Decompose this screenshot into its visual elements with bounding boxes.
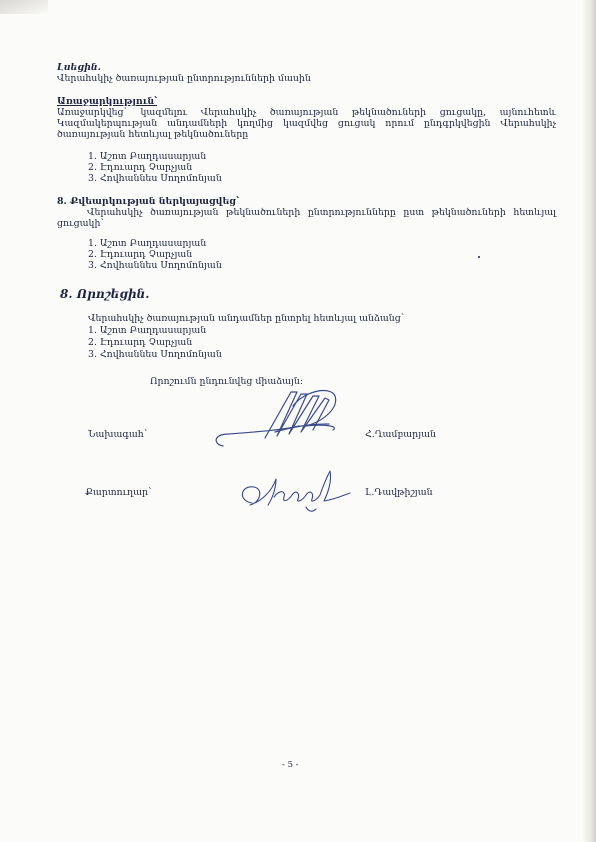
decision-item-3: 3. Հովհաննես Սողոմոնյան	[88, 349, 222, 360]
secretary-name: Լ.Դավթիշյան	[365, 487, 433, 498]
ink-speck	[478, 256, 480, 258]
proposal-text: Առաջարկվեց՝ կազմելու Վերահսկիչ ծառայության թեկնածուների ցուցակը, այնուհետև Կազմակերպության անդամների կողմից կազմվեց ցուցակ որում ընդգրկվեցին Վերահսկիչ ծառայության հետևյալ թեկնածուները	[57, 107, 556, 140]
secretary-label: Քարտուղար՝	[85, 487, 152, 498]
vote-text: Վերահսկիչ ծառայության թեկնածուների ընտրությունները ըստ թեկնածուների հետևյալ ցուցակի՝	[57, 207, 556, 229]
decision-item-1: 1. Աշոտ Բաղդասարյան	[88, 325, 207, 336]
vote-item-3: 3. Հովհաննես Սողոմոնյան	[88, 260, 222, 271]
proposal-item-2: 2. Էդուարդ Չարչյան	[88, 162, 193, 173]
proposal-item-1: 1. Աշոտ Բաղդասարյան	[88, 151, 207, 162]
secretary-signature	[232, 467, 356, 517]
page-number: - 5 -	[282, 760, 299, 770]
unanimous-text: Որոշումն ընդունվեց միաձայն:	[150, 376, 304, 387]
vote-item-1: 1. Աշոտ Բաղդասարյան	[88, 238, 207, 249]
vote-item-2: 2. Էդուարդ Չարչյան	[88, 249, 193, 260]
proposal-heading: Առաջարկություն՝	[57, 96, 158, 107]
chair-signature	[205, 386, 345, 454]
chair-name: Հ.Ղամբարյան	[365, 429, 436, 440]
vote-heading: 8. Քվեարկության ներկայացվեց՝	[57, 196, 240, 207]
heard-label: Լսեցին.	[57, 62, 101, 73]
heard-topic: Վերահսկիչ ծառայության ընտրությունների մասին	[57, 73, 311, 84]
page-corner-fold	[0, 0, 48, 14]
decision-text: Վերահսկիչ ծառայության անդամներ ընտրել հետևյալ անձանց՝	[88, 313, 405, 324]
decision-heading: 8. Որոշեցին.	[60, 287, 150, 301]
proposal-item-3: 3. Հովհաննես Սողոմոնյան	[88, 173, 222, 184]
chair-label: Նախագահ՝	[88, 429, 148, 440]
page-edge-shadow	[582, 0, 596, 842]
decision-item-2: 2. Էդուարդ Չարչյան	[88, 337, 193, 348]
